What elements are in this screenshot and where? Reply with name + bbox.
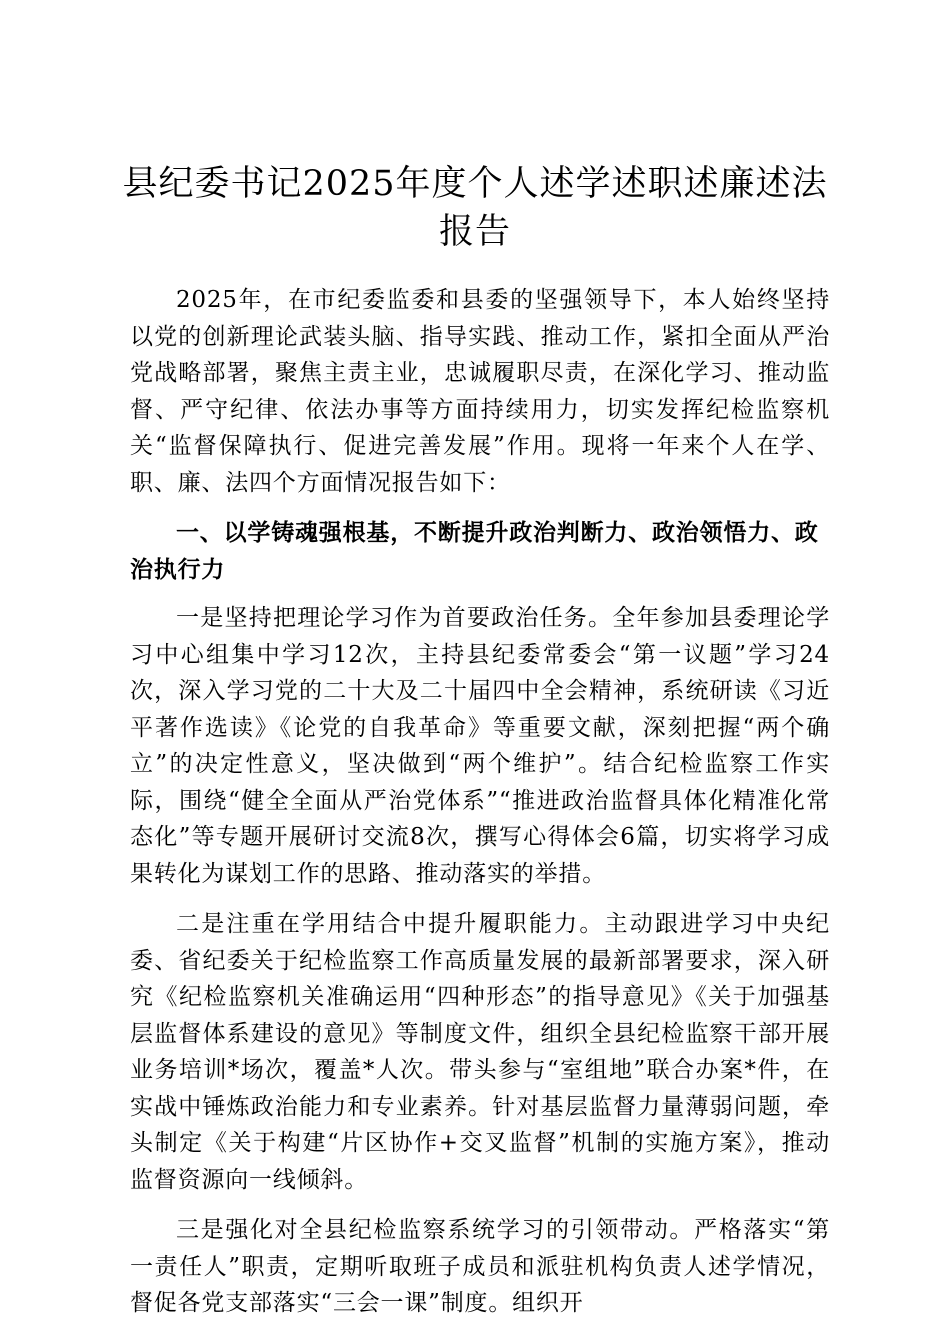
body-paragraph: 三是强化对全县纪检监察系统学习的引领带动。严格落实“第一责任人”职责，定期听取班子成员和派驻机构负责人述学情况，督促各党支部落实“三会一课”制度。组织开 (130, 1217, 830, 1316)
document-title: 县纪委书记2025年度个人述学述职述廉述法报告 (122, 164, 828, 252)
section-heading: 一、以学铸魂强根基，不断提升政治判断力、政治领悟力、政治执行力 (130, 519, 819, 583)
body-paragraph: 二是注重在学用结合中提升履职能力。主动跟进学习中央纪委、省纪委关于纪检监察工作高质量发展的最新部署要求，深入研究《纪检监察机关准确运用“四种形态”的指导意见》《关于加强基层监督体系建设的意见》等制度文件，组织全县纪检监察干部开展业务培训*场次，覆盖*人次。带头参与“室组地”联合办案*件，在实战中锤炼政治能力和专业素养。针对基层监督力量薄弱问题，牵头制定《关于构建“片区协作+交叉监督”机制的实施方案》，推动监督资源向一线倾斜。 (130, 911, 830, 1193)
document-body (130, 282, 830, 1322)
body-paragraph: 一是坚持把理论学习作为首要政治任务。全年参加县委理论学习中心组集中学习12次，主持县纪委常委会“第一议题”学习24次，深入学习党的二十大及二十届四中全会精神，系统研读《习近平著作选读》《论党的自我革命》等重要文献，深刻把握“两个确立”的决定性意义，坚决做到“两个维护”。结合纪检监察工作实际，围绕“健全全面从严治党体系”“推进政治监督具体化精准化常态化”等专题开展研讨交流8次，撰写心得体会6篇，切实将学习成果转化为谋划工作的思路、推动落实的举措。 (130, 605, 830, 887)
intro-paragraph: 2025年，在市纪委监委和县委的坚强领导下，本人始终坚持以党的创新理论武装头脑、指导实践、推动工作，紧扣全面从严治党战略部署，聚焦主责主业，忠诚履职尽责，在深化学习、推动监督、严守纪律、依法办事等方面持续用力，切实发挥纪检监察机关“监督保障执行、促进完善发展”作用。现将一年来个人在学、职、廉、法四个方面情况报告如下： (130, 287, 830, 496)
